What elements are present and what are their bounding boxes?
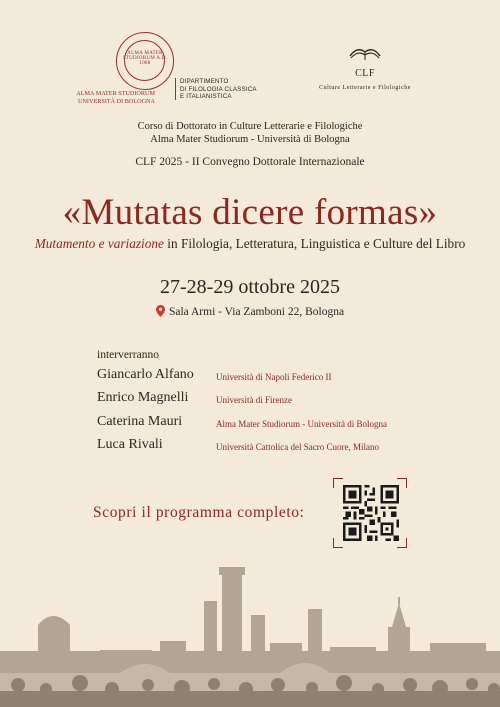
book-icon <box>348 44 382 62</box>
clf-logo <box>300 44 430 91</box>
speaker-affiliation: Università Cattolica del Sacro Cuore, Milano <box>216 442 379 452</box>
city-skyline-illustration <box>0 555 500 707</box>
event-title: «Mutatas dicere formas» <box>62 192 438 233</box>
seal-text: ALMA MATER STUDIORUM A.D. 1088 <box>122 51 168 66</box>
course-line-1: Corso di Dottorato in Culture Letterarie e Filologiche <box>137 121 363 132</box>
speaker-affiliation: Università di Napoli Federico II <box>216 372 332 382</box>
qr-code[interactable] <box>343 485 399 541</box>
qr-code-frame[interactable] <box>333 478 407 548</box>
speaker-name: Giancarlo Alfano <box>97 367 194 382</box>
course-line-2: Alma Mater Studiorum - Università di Bologna <box>150 134 350 145</box>
subtitle-rest: in Filologia, Letteratura, Linguistica e Culture del Libro <box>163 236 466 251</box>
event-date: 27-28-29 ottobre 2025 <box>160 276 340 298</box>
dept-line-2: DI FILOLOGIA CLASSICA <box>180 85 257 93</box>
event-location <box>0 305 500 318</box>
department-name <box>180 78 300 101</box>
header-divider <box>175 78 176 100</box>
clf-abbr: CLF <box>355 68 375 79</box>
clf-full-name: Culture Letterarie e Filologiche <box>319 85 411 91</box>
unibo-line-1: ALMA MATER STUDIORUM <box>76 90 155 97</box>
unibo-line-2: UNIVERSITÀ DI BOLOGNA <box>78 97 155 105</box>
course-info <box>0 120 500 146</box>
speakers-intro: interverranno <box>97 349 159 361</box>
speaker-affiliation: Università di Firenze <box>216 395 292 405</box>
dept-line-1: DIPARTIMENTO <box>180 78 229 85</box>
dept-line-3: E ITALIANISTICA <box>180 93 232 100</box>
program-cta: Scopri il programma completo: <box>93 504 305 521</box>
conference-name: CLF 2025 - II Convegno Dottorale Internazionale <box>135 156 365 168</box>
subtitle-italic: Mutamento e variazione <box>34 236 164 251</box>
speaker-affiliation: Alma Mater Studiorum - Università di Bologna <box>216 419 387 429</box>
speaker-name: Caterina Mauri <box>97 414 183 429</box>
speaker-name: Luca Rivali <box>97 437 163 452</box>
speaker-name: Enrico Magnelli <box>97 390 189 405</box>
map-pin-icon <box>156 305 165 317</box>
location-text: Sala Armi - Via Zamboni 22, Bologna <box>168 306 345 318</box>
event-subtitle <box>0 236 500 252</box>
unibo-seal <box>116 32 174 90</box>
